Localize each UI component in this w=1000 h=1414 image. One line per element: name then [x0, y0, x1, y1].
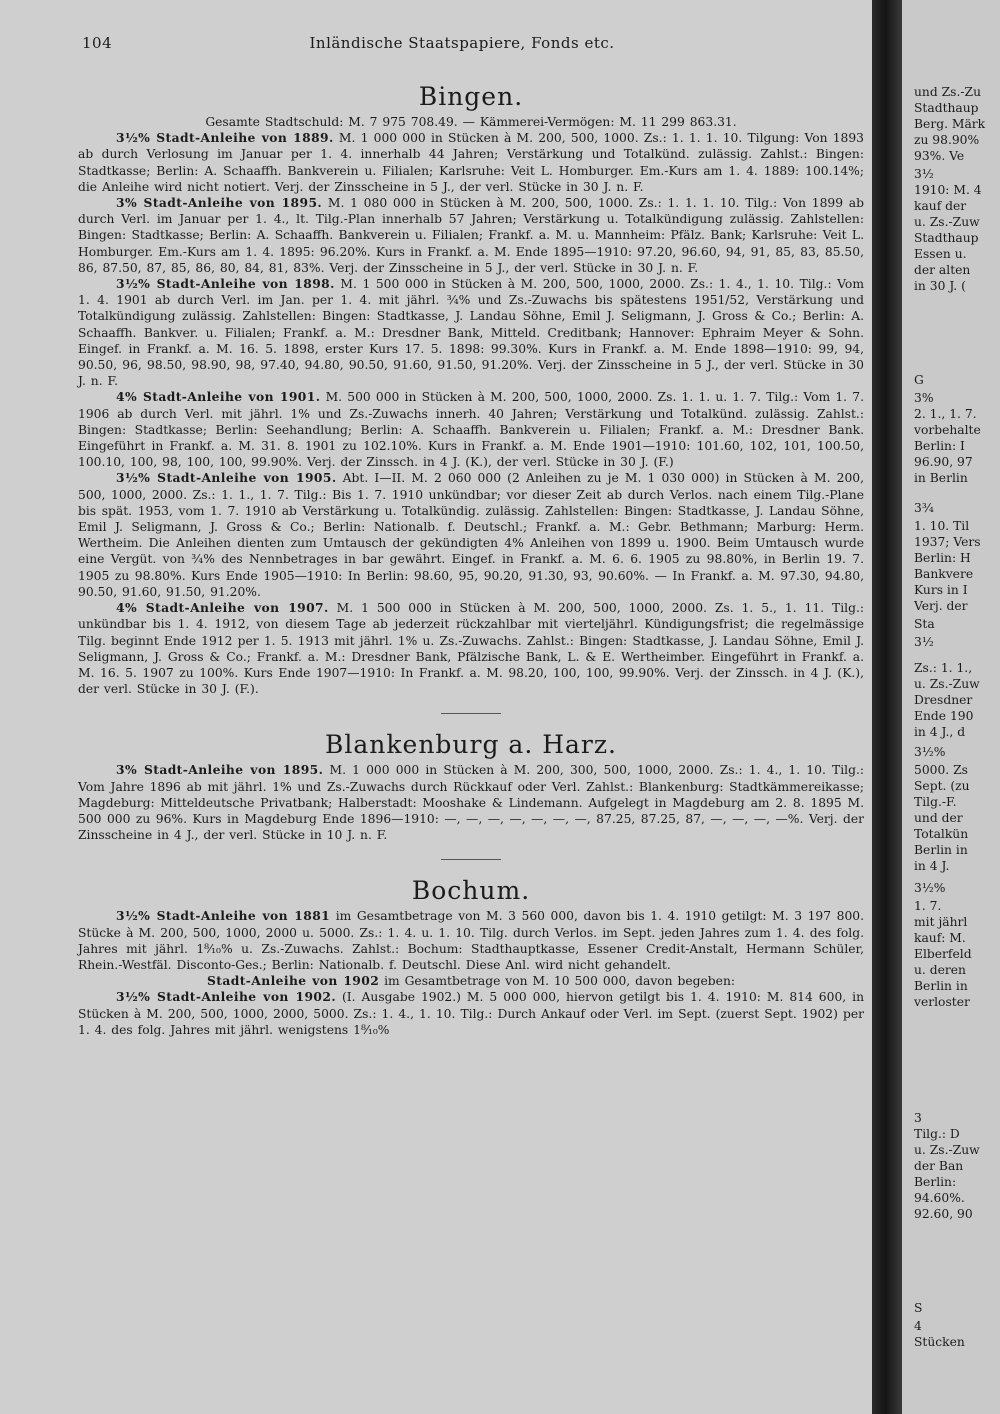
right-page-line: Berlin:	[914, 1175, 957, 1189]
main-text	[78, 82, 864, 1038]
right-page-line: 3	[914, 1111, 922, 1125]
loan-text: M. 1 080 000 in Stücken à M. 200, 500, 1000. Zs.: 1. 1. 1. 10. Tilg.: Von 1899 ab durch Verl. im Januar per 1. 4., lt. Tilg.-Plan innerhalb 57 Jahren; Verstärkung u. Totalkündigung zulässig. Zahlstellen: Bingen: Stadtkasse; Berlin: A. Schaaffh. Bankverein u. Filialen; Frankf. a. M. u. Mannheim: Pfälz. Bank; Karlsruhe: Veit L. Homburger. Em.-Kurs am 1. 4. 1895: 96.20%. Kurs in Frankf. a. M. Ende 1895—1910: 97.20, 96.60, 94, 91, 85, 83, 85.50, 86, 87.50, 87, 85, 86, 80, 84, 81, 83%. Verj. der Zinsscheine in 5 J., der verl. Stücke in 30 J. n. F.	[78, 196, 864, 275]
loan-title: 3½% Stadt-Anleihe von 1905.	[116, 470, 337, 486]
right-page-line: in 30 J. (	[914, 279, 966, 293]
loan-title: 3% Stadt-Anleihe von 1895.	[116, 195, 323, 211]
loan-entry	[78, 989, 864, 1038]
right-page-line: 5000. Zs	[914, 763, 968, 777]
right-page-line: 1937; Vers	[914, 535, 981, 549]
section-title-blankenburg: Blankenburg a. Harz.	[325, 730, 617, 760]
right-page-line: Stadthaup	[914, 231, 979, 245]
right-page-line: Tilg.-F.	[914, 795, 957, 809]
right-page-line: kauf der	[914, 199, 967, 213]
right-page-line: Stadthaup	[914, 101, 979, 115]
right-page-line: Elberfeld	[914, 947, 972, 961]
right-page-line: 4	[914, 1319, 922, 1333]
right-page-line: 3½%	[914, 745, 946, 759]
right-page-line: Totalkün	[914, 827, 969, 841]
loan-text: Abt. I—II. M. 2 060 000 (2 Anleihen zu je M. 1 030 000) in Stücken à M. 200, 500, 1000, 2000. Zs.: 1. 1., 1. 7. Tilg.: Bis 1. 7. 1910 unkündbar; vor dieser Zeit ab durch Verlos. nach einem Tilg.-Plane bis spät. 1953, vom 1. 7. 1910 ab Verstärkung u. Totalkündig. zulässig. Zahlstellen: Bingen: Stadtkasse, J. Landau Söhne, Emil J. Seligmann, J. Gross & Co.; Berlin: Nationalb. f. Deutschl.; Frankf. a. M.: Gebr. Bethmann; Marburg: Herm. Wertheim. Die Anleihen dienten zum Umtausch der gekündigten 4% Anleihen von 1899 u. 1900. Beim Umtausch wurde eine Vergüt. von ¾% des Nennbetrages in bar gewährt. Eingef. in Frankf. a. M. 6. 6. 1905 zu 98.80%, in Berlin 19. 7. 1905 zu 98.80%. Kurs Ende 1905—1910: In Berlin: 98.60, 95, 90.20, 91.30, 93, 90.60%. — In Frankf. a. M. 97.30, 94.80, 90.50, 91.60, 91.50, 91.20%.	[78, 471, 865, 599]
right-page-line: Sept. (zu	[914, 779, 970, 793]
loan-text: im Gesamtbetrage von M. 10 500 000, davon begeben:	[379, 974, 736, 989]
right-page-line: 1. 7.	[914, 899, 942, 913]
section-title-bochum: Bochum.	[411, 876, 531, 906]
loan-text: M. 500 000 in Stücken à M. 200, 500, 1000, 2000. Zs. 1. 1. u. 1. 7. Tilg.: Vom 1. 7. 1906 ab durch Verl. mit jährl. 1% und Zs.-Zuwachs innerh. 40 Jahren; Verstärkung und Totalkünd. zulässig. Zahlst.: Bingen: Stadtkasse; Berlin: Seehandlung; Berlin: A. Schaaffh. Bankverein u. Filialen; Frankf. a. M.: Dresdner Bank. Eingeführt in Frankf. a. M. 31. 8. 1901 zu 102.10%. Kurs in Frankf. a. M. Ende 1901—1910: 101.60, 102, 101, 100.50, 100.10, 100, 98, 100, 100, 99.90%. Verj. der Zinssch. in 4 J. (K.), der verl. Stücke in 30 J. (F.)	[78, 390, 864, 470]
loan-entry	[78, 130, 864, 195]
right-page-line: 3¾	[914, 501, 934, 515]
right-page-line: 96.90, 97	[914, 455, 973, 469]
right-page-line: Ende 190	[914, 709, 974, 723]
right-page-line: 3½	[914, 635, 934, 649]
loan-text: (I. Ausgabe 1902.) M. 5 000 000, hiervon getilgt bis 1. 4. 1910: M. 814 600, in Stücken à M. 200, 500, 1000, 2000, 5000. Zs.: 1. 4., 1. 10. Tilg.: Durch Ankauf oder Verl. im Sept. (zuerst Sept. 1902) per 1. 4. des folg. Jahres mit jährl. wenigstens 1⁸⁄₁₀%	[78, 990, 864, 1037]
loan-entry	[78, 470, 864, 600]
right-page-line: Berlin in	[914, 979, 968, 993]
right-page-line: in 4 J.	[914, 859, 950, 873]
loan-text: M. 1 000 000 in Stücken à M. 200, 300, 500, 1000, 2000. Zs.: 1. 4., 1. 10. Tilg.: Vom Jahre 1896 ab mit jährl. 1% und Zs.-Zuwachs durch Rückkauf oder Verl. Zahlst.: Blankenburg: Stadtkämmereikasse; Magdeburg: Mitteldeutsche Privatbank; Halberstadt: Mooshake & Lindemann. Aufgelegt in Magdeburg am 2. 8. 1895 M. 500 000 zu 96%. Kurs in Magdeburg Ende 1896—1910: —, —, —, —, —, —, —, 87.25, 87.25, 87, —, —, —, —%. Verj. der Zinsscheine in 4 J., der verl. Stücke in 10 J. n. F.	[78, 763, 864, 843]
right-page-line: 3½	[914, 167, 934, 181]
loan-text: M. 1 000 000 in Stücken à M. 200, 500, 1000. Zs.: 1. 1. 1. 10. Tilgung: Von 1893 ab durch Verlosung im Januar per 1. 4. innerhalb 44 Jahren; Verstärkung und Totalkünd. zulässig. Zahlst.: Bingen: Stadtkasse; Berlin: A. Schaaffh. Bankverein u. Filialen; Karlsruhe: Veit L. Homburger. Em.-Kurs am 1. 4. 1889: 100.14%; die Anleihe wird nicht notiert. Verj. der Zinsscheine in 5 J., der verl. Stücke in 30 J. n. F.	[78, 131, 865, 194]
loan-entry	[78, 600, 864, 697]
right-page-line: und Zs.-Zu	[914, 85, 982, 99]
section-divider	[441, 713, 501, 714]
right-page-line: 1. 10. Til	[914, 519, 970, 533]
right-page-line: 3½%	[914, 881, 946, 895]
right-page-line: Verj. der	[914, 599, 968, 613]
right-page-line: Berg. Märk	[914, 117, 986, 131]
right-page-line: Berlin in	[914, 843, 968, 857]
right-page-line: Stücken	[914, 1335, 965, 1349]
loan-entry	[78, 276, 864, 389]
right-page-line: u. Zs.-Zuw	[914, 1143, 980, 1157]
loan-title: 3½% Stadt-Anleihe von 1881	[116, 908, 331, 924]
page-header	[82, 34, 842, 56]
loan-entry	[78, 908, 864, 973]
right-page-line: Berlin: H	[914, 551, 971, 565]
right-page-line: S	[914, 1301, 923, 1315]
section-note-bingen: Gesamte Stadtschuld: M. 7 975 708.49. — Kämmerei-Vermögen: M. 11 299 863.31.	[205, 115, 737, 129]
loan-entry	[78, 195, 864, 276]
loan-title: 3% Stadt-Anleihe von 1895.	[116, 762, 324, 778]
loan-text: im Gesamtbetrage von M. 3 560 000, davon bis 1. 4. 1910 getilgt: M. 3 197 800. Stücke à M. 200, 500, 1000, 2000 u. 5000. Zs.: 1. 4. u. 1. 10. Tilg. durch Verlos. im Sept. jeden Jahres zum 1. 4. des folg. Jahres mit jährl. 1⁸⁄₁₀% u. Zs.-Zuwachs. Zahlst.: Bochum: Stadthauptkasse, Essener Credit-Anstalt, Hermann Schüler, Rhein.-Westfäl. Disconto-Ges.; Berlin: Nationalb. f. Deutschl. Diese Anl. wird nicht gehandelt.	[78, 909, 864, 972]
right-page-line: u. Zs.-Zuw	[914, 677, 980, 691]
loan-text: M. 1 500 000 in Stücken à M. 200, 500, 1000, 2000. Zs.: 1. 4., 1. 10. Tilg.: Vom 1. 4. 1901 ab durch Verl. im Jan. per 1. 4. mit jährl. ¾% und Zs.-Zuwachs bis spätestens 1951/52, Verstärkung und Totalkündigung zulässig. Zahlstellen: Bingen: Stadtkasse, J. Landau Söhne, Emil J. Seligmann, J. Gross & Co.; Berlin: A. Schaaffh. Bankver. u. Filialen; Frankf. a. M.: Dresdner Bank, Mitteld. Creditbank; Hannover: Ephraim Meyer & Sohn. Eingef. in Frankf. a. M. 16. 5. 1898, erster Kurs 17. 5. 1898: 99.30%. Kurs in Frankf. a. M. Ende 1898—1910: 99, 94, 90.50, 96, 98.50, 98.90, 98, 97.40, 94.80, 90.50, 91.60, 91.50, 91.20%. Verj. der Zinsscheine in 5 J., der verl. Stücke in 30 J. n. F.	[78, 277, 864, 389]
right-page-line: in Berlin	[914, 471, 968, 485]
loan-title: 3½% Stadt-Anleihe von 1889.	[116, 130, 334, 146]
right-page-line: 93%. Ve	[914, 149, 965, 163]
section-title-bingen: Bingen.	[418, 82, 524, 111]
right-page-line: G	[914, 373, 924, 387]
loan-title: 3½% Stadt-Anleihe von 1898.	[116, 276, 335, 292]
right-page-line: in 4 J., d	[914, 725, 966, 739]
loan-text: M. 1 500 000 in Stücken à M. 200, 500, 1000, 2000. Zs. 1. 5., 1. 11. Tilg.: unkündbar bis 1. 4. 1912, von diesem Tage ab jederzeit rückzahlbar mit vierteljährl. Kündigungsfrist; die regelmässige Tilg. beginnt Ende 1912 per 1. 5. 1913 mit jährl. 1% u. Zs.-Zuwachs. Zahlst.: Bingen: Stadtkasse, J. Landau Söhne, Emil J. Seligmann, J. Gross & Co.; Frankf. a. M.: Dresdner Bank, Pfälzische Bank, L. & E. Wertheimber. Eingeführt in Frankf. a. M. 16. 5. 1907 zu 100%. Kurs Ende 1907—1910: In Frankf. a. M. 98.20, 100, 100, 99.90%. Verj. der Zinssch. in 4 J. (K.), der verl. Stücke in 30 J. (F.).	[78, 601, 864, 697]
right-page-line: 94.60%.	[914, 1191, 965, 1205]
right-page-line: kauf: M.	[914, 931, 966, 945]
adjacent-page-fragment	[902, 0, 1000, 1414]
right-page-line: Sta	[914, 617, 935, 631]
running-title: Inländische Staatspapiere, Fonds etc.	[309, 34, 615, 52]
right-page-line: 1910: M. 4	[914, 183, 982, 197]
loan-title: 4% Stadt-Anleihe von 1901.	[116, 389, 321, 405]
loan-title: Stadt-Anleihe von 1902	[206, 973, 380, 989]
right-page-line: Berlin: I	[914, 439, 965, 453]
right-page-line: der Ban	[914, 1159, 964, 1173]
right-page-line: und der	[914, 811, 963, 825]
right-page-line: 92.60, 90	[914, 1207, 973, 1221]
right-page-line: 2. 1., 1. 7.	[914, 407, 977, 421]
page-number: 104	[82, 34, 113, 52]
right-page-line: Zs.: 1. 1.,	[914, 661, 973, 675]
right-page-line: verloster	[914, 995, 970, 1009]
right-page-line: Dresdner	[914, 693, 973, 707]
loan-title: 4% Stadt-Anleihe von 1907.	[116, 600, 329, 616]
right-page-line: mit jährl	[914, 915, 968, 929]
right-page-line: Kurs in I	[914, 583, 968, 597]
section-divider	[441, 859, 501, 860]
loan-subheading	[78, 973, 864, 989]
right-page-line: der alten	[914, 263, 971, 277]
loan-entry	[78, 762, 864, 843]
right-page-line: zu 98.90%	[914, 133, 980, 147]
right-page-line: vorbehalte	[914, 423, 981, 437]
right-page-line: 3%	[914, 391, 934, 405]
book-gutter	[872, 0, 902, 1414]
right-page-line: Bankvere	[914, 567, 974, 581]
loan-entry	[78, 389, 864, 470]
right-page-line: Tilg.: D	[914, 1127, 960, 1141]
loan-title: 3½% Stadt-Anleihe von 1902.	[116, 989, 337, 1005]
right-page-line: u. deren	[914, 963, 966, 977]
right-page-line: u. Zs.-Zuw	[914, 215, 980, 229]
right-page-line: Essen u.	[914, 247, 967, 261]
